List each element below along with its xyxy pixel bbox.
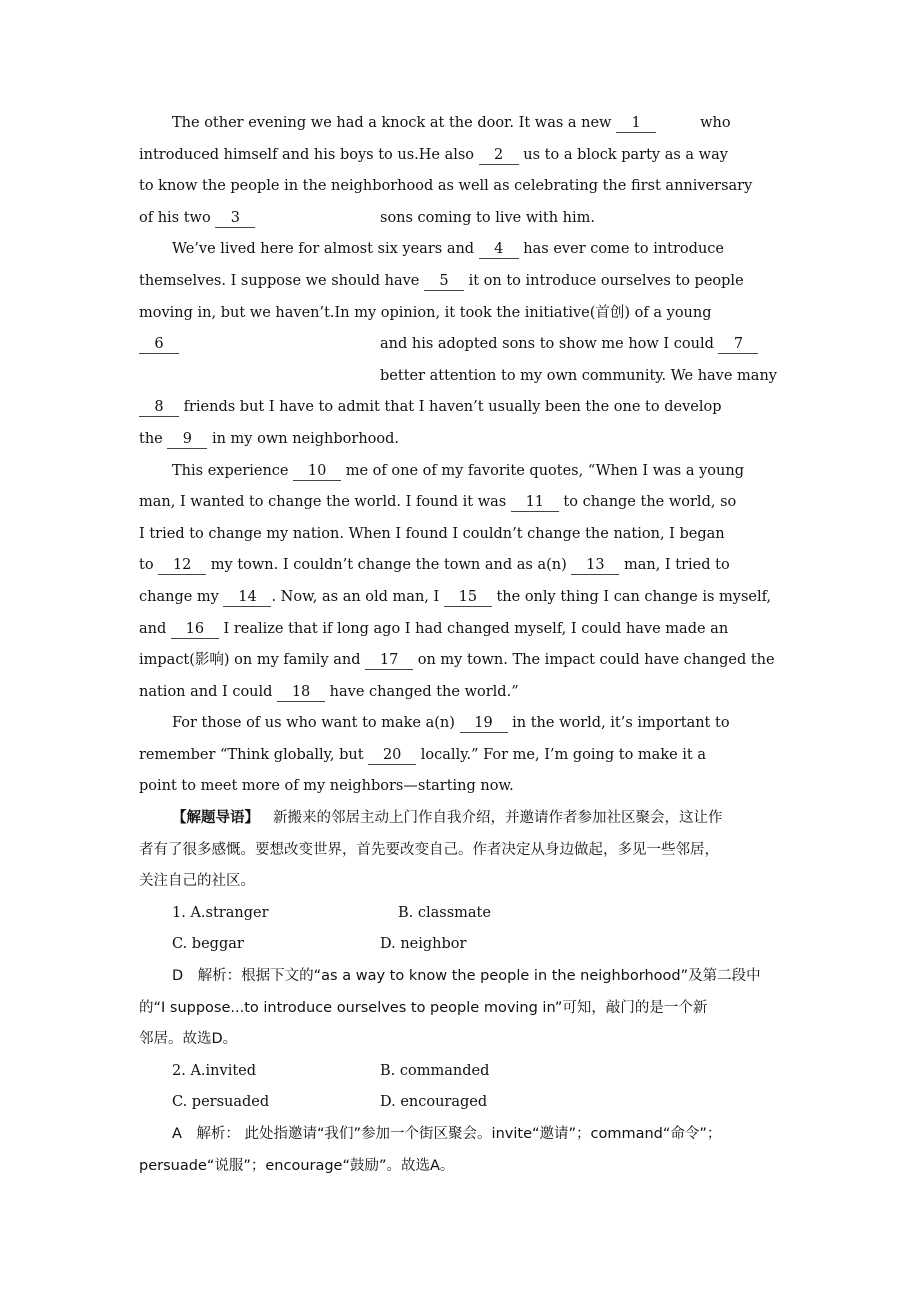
text: locally.” For me, I’m going to make it a <box>416 746 707 763</box>
analysis-line: persuade“说服”；encourage“鼓励”。故选A。 <box>139 1157 455 1174</box>
text: For those of us who want to make a(n) <box>172 715 460 732</box>
blank-4: 4 <box>479 240 519 259</box>
question-2-options-row-1 <box>139 1056 805 1088</box>
blank-8: 8 <box>139 398 179 417</box>
passage-line <box>139 740 805 772</box>
text: man, I tried to <box>619 557 730 574</box>
option-b: B. commanded <box>380 1062 490 1079</box>
text: This experience <box>172 462 294 479</box>
passage-line <box>139 108 805 140</box>
blank-11: 11 <box>511 493 559 512</box>
analysis-line: A 解析： 此处指邀请“我们”参加一个街区聚会。invite“邀请”；command“命令”； <box>172 1126 722 1142</box>
text: remember “Think globally, but <box>139 746 369 763</box>
text: nation and I could <box>139 683 278 700</box>
text: to change the world, so <box>558 494 737 511</box>
blank-1: 1 <box>616 114 656 133</box>
analysis-line: 邻居。故选D。 <box>139 1031 238 1048</box>
text: . Now, as an old man, I <box>271 588 444 605</box>
blank-5: 5 <box>424 272 464 291</box>
text <box>380 329 758 361</box>
text: me of one of my favorite quotes, “When I was a young <box>341 462 744 479</box>
text: better attention to my own community. We have many <box>380 367 777 384</box>
text: in my own neighborhood. <box>207 430 400 447</box>
option-d: D. neighbor <box>380 936 467 953</box>
blank-15: 15 <box>444 588 492 607</box>
text: of his two <box>139 209 216 226</box>
passage-line <box>139 550 805 582</box>
blank-6: 6 <box>139 335 179 354</box>
text: themselves. I suppose we should have <box>139 272 424 289</box>
blank-16: 16 <box>171 620 219 639</box>
blank-9: 9 <box>167 430 207 449</box>
blank-17: 17 <box>365 651 413 670</box>
option-a: A.stranger <box>190 904 269 921</box>
passage-line <box>139 329 805 361</box>
blank-14: 14 <box>223 588 271 607</box>
passage-line: moving in, but we haven’t.In my opinion, it took the initiative(首创) of a young <box>139 304 712 321</box>
blank-19: 19 <box>460 714 508 733</box>
text: change my <box>139 588 224 605</box>
text: us to a block party as a way <box>518 146 728 163</box>
blank-12: 12 <box>158 556 206 575</box>
guide-line <box>139 803 805 835</box>
text: 1. <box>172 904 186 921</box>
blank-18: 18 <box>277 683 325 702</box>
guide-line: 者有了很多感慨。要想改变世界，首先要改变自己。作者决定从身边做起，多见一些邻居， <box>139 841 719 858</box>
text: impact(影响) on my family and <box>139 652 366 669</box>
document-page <box>139 108 805 1182</box>
passage-line <box>139 582 805 614</box>
blank-3: 3 <box>215 209 255 228</box>
text: to <box>139 557 159 574</box>
text: and his adopted sons to show me how I could <box>380 336 719 353</box>
question-number <box>172 898 269 930</box>
analysis-line: 的“I suppose...to introduce ourselves to people moving in”可知，敲门的是一个新 <box>139 999 708 1016</box>
passage-line: point to meet more of my neighbors—starting now. <box>139 778 514 795</box>
text: it on to introduce ourselves to people <box>463 272 744 289</box>
option-d: D. encouraged <box>380 1094 488 1111</box>
text: who <box>700 115 731 131</box>
option-a: A.invited <box>190 1062 257 1079</box>
question-2-options-row-2 <box>139 1087 805 1119</box>
text: man, I wanted to change the world. I found it was <box>139 494 511 511</box>
passage-line <box>139 203 805 235</box>
option-b: B. classmate <box>398 904 491 921</box>
passage-line <box>139 487 805 519</box>
passage-line <box>139 361 805 393</box>
text: have changed the world.” <box>325 683 519 700</box>
passage-line <box>139 645 805 677</box>
text: 2. <box>172 1062 186 1079</box>
passage-line <box>139 234 805 266</box>
passage-line <box>139 614 805 646</box>
analysis-line: D 解析：根据下文的“as a way to know the people in the neighborhood”及第二段中 <box>172 968 761 985</box>
passage-line <box>139 708 805 740</box>
option-c: C. persuaded <box>172 1094 270 1111</box>
text: in the world, it’s important to <box>507 715 730 732</box>
text: 新搬来的邻居主动上门作自我介绍，并邀请作者参加社区聚会，这让作 <box>273 810 723 827</box>
blank-20: 20 <box>368 746 416 765</box>
blank-7: 7 <box>718 335 758 354</box>
passage-line <box>139 456 805 488</box>
text: sons coming to live with him. <box>380 209 596 226</box>
blank-13: 13 <box>571 556 619 575</box>
passage-line: to know the people in the neighborhood as well as celebrating the first anniversary <box>139 178 753 195</box>
blank-2: 2 <box>479 146 519 165</box>
text: I realize that if long ago I had changed myself, I could have made an <box>218 620 729 637</box>
passage-line <box>139 677 805 709</box>
passage-line <box>139 266 805 298</box>
question-1-options-row-1 <box>139 898 805 930</box>
question-number <box>172 1056 256 1088</box>
text: my town. I couldn’t change the town and as a(n) <box>206 557 572 574</box>
passage-line <box>139 140 805 172</box>
text: on my town. The impact could have changed the <box>413 652 775 669</box>
option-c: C. beggar <box>172 936 244 953</box>
text: and <box>139 620 171 637</box>
text: We’ve lived here for almost six years and <box>172 241 479 258</box>
text: the only thing I can change is myself, <box>491 588 772 605</box>
text: the <box>139 430 168 447</box>
blank-10: 10 <box>293 462 341 481</box>
passage-line <box>139 392 805 424</box>
text: has ever come to introduce <box>518 241 724 258</box>
passage-line <box>139 424 805 456</box>
passage-line: I tried to change my nation. When I found I couldn’t change the nation, I began <box>139 525 725 542</box>
guide-line: 关注自己的社区。 <box>139 873 255 890</box>
text: The other evening we had a knock at the door. It was a new <box>172 115 617 131</box>
guide-label: 【解题导语】 <box>172 810 259 827</box>
text: introduced himself and his boys to us.He also <box>139 146 479 163</box>
text: friends but I have to admit that I haven’t usually been the one to develop <box>179 399 722 416</box>
question-1-options-row-2 <box>139 929 805 961</box>
